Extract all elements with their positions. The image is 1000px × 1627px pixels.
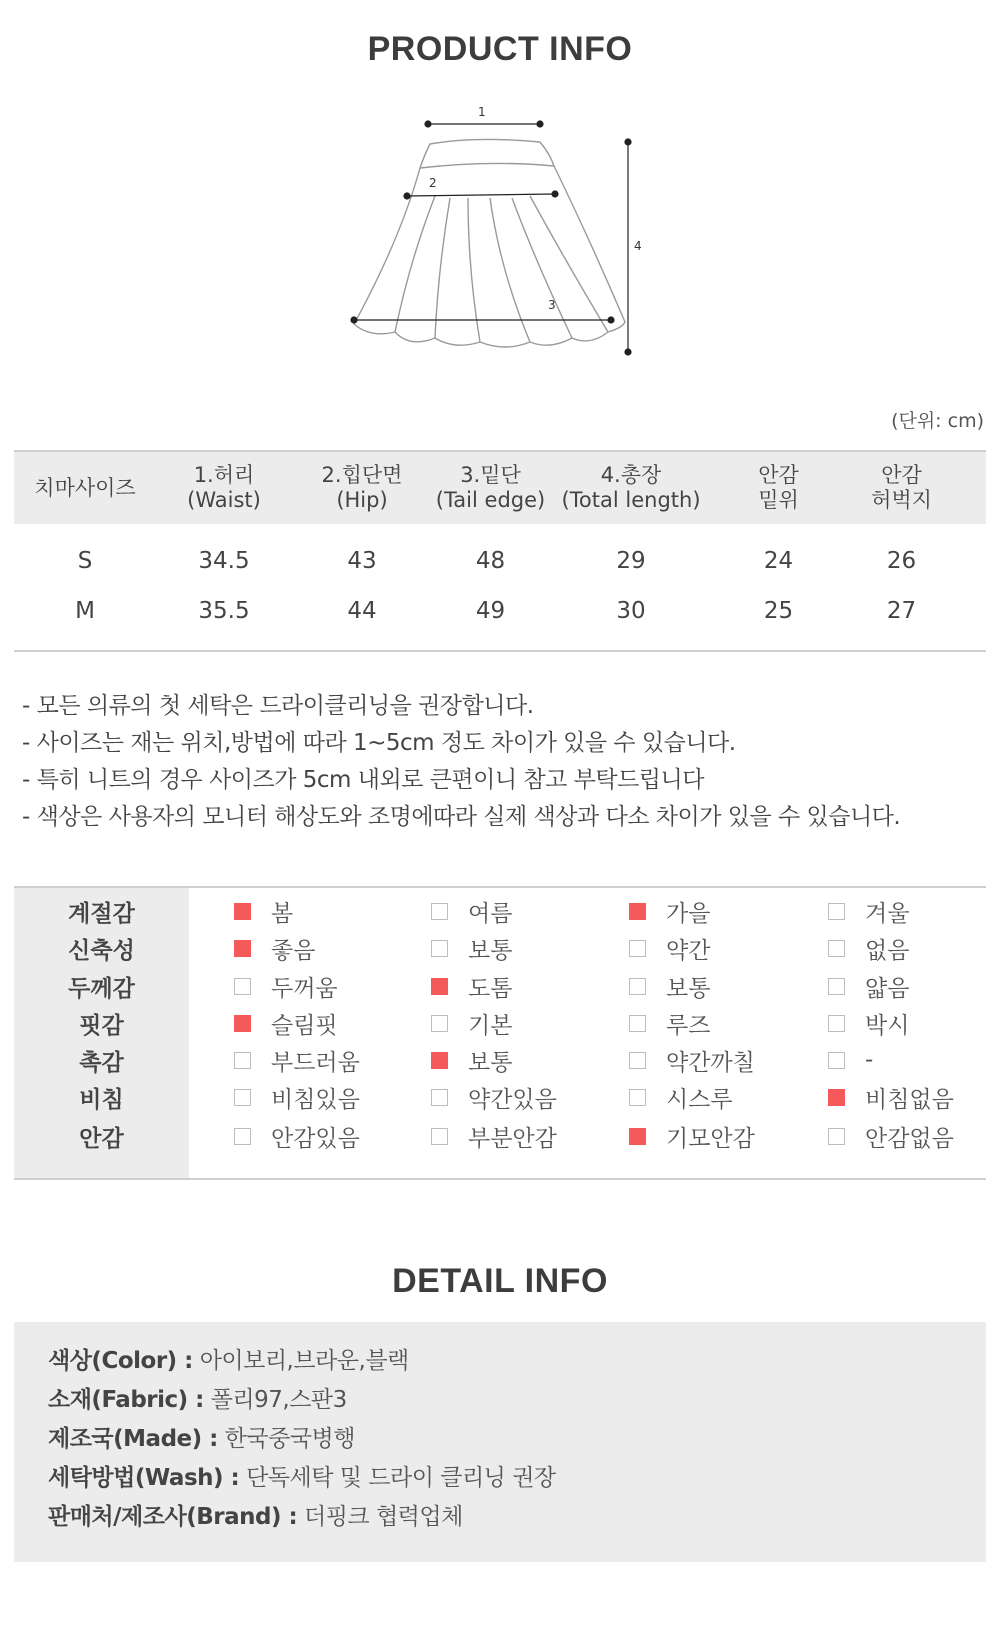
- unit-label: (단위: cm): [891, 410, 984, 432]
- checked-box-icon: [431, 1052, 448, 1069]
- feature-option-label: 겨울: [865, 900, 910, 927]
- skirt-measurement-diagram: [340, 100, 680, 380]
- feature-table: [14, 886, 986, 1180]
- feature-option: [431, 1117, 557, 1155]
- table-cell: 44: [347, 597, 377, 624]
- detail-value: 한국중국병행: [224, 1426, 355, 1452]
- feature-option: [431, 1004, 512, 1042]
- diagram-label-3: 3: [548, 298, 556, 312]
- feature-option: [431, 1078, 557, 1116]
- feature-label: 안감: [79, 1125, 124, 1152]
- feature-option-label: 부드러움: [271, 1049, 360, 1076]
- note-line: - 사이즈는 재는 위치,방법에 따라 1~5cm 정도 차이가 있을 수 있습니다.: [22, 730, 736, 756]
- header-cell: 안감 밑위: [758, 463, 799, 512]
- feature-option-label: 여름: [468, 900, 513, 927]
- checked-box-icon: [828, 1089, 845, 1106]
- size-table: [14, 450, 986, 652]
- unchecked-box-icon: [828, 903, 845, 920]
- unchecked-box-icon: [629, 1015, 646, 1032]
- feature-option-label: 얇음: [865, 975, 910, 1002]
- header-cell: 2.힙단면 (Hip): [321, 463, 403, 512]
- checked-box-icon: [629, 1128, 646, 1145]
- checked-box-icon: [431, 978, 448, 995]
- table-cell: 26: [886, 547, 917, 574]
- feature-row: [14, 1041, 986, 1079]
- table-cell: 34.5: [198, 547, 250, 574]
- unchecked-box-icon: [234, 1128, 251, 1145]
- detail-key: 색상(Color) :: [48, 1348, 193, 1374]
- feature-option-label: 약간있음: [468, 1086, 557, 1113]
- detail-line-fabric: [48, 1381, 986, 1420]
- feature-option: [828, 1117, 954, 1155]
- detail-line-wash: [48, 1459, 986, 1498]
- table-cell: 30: [616, 597, 646, 624]
- feature-option: [828, 1041, 873, 1079]
- feature-label: 핏감: [79, 1012, 124, 1039]
- feature-row: [14, 929, 986, 967]
- checked-box-icon: [234, 1015, 251, 1032]
- feature-option: [629, 1004, 710, 1042]
- feature-label: 계절감: [68, 900, 135, 927]
- detail-line-color: [48, 1342, 986, 1381]
- checked-box-icon: [234, 903, 251, 920]
- feature-option: [234, 967, 338, 1005]
- feature-label: 신축성: [68, 937, 135, 964]
- feature-option: [234, 1004, 338, 1042]
- feature-option: [234, 929, 315, 967]
- feature-option-label: 가을: [666, 900, 711, 927]
- unchecked-box-icon: [629, 940, 646, 957]
- table-cell: M: [75, 597, 95, 624]
- feature-option-label: 슬림핏: [271, 1012, 338, 1039]
- feature-option: [629, 892, 710, 930]
- table-cell: 43: [347, 547, 377, 574]
- diagram-label-1: 1: [478, 105, 486, 119]
- unchecked-box-icon: [629, 978, 646, 995]
- feature-option-label: 보통: [666, 975, 711, 1002]
- table-cell: 27: [886, 597, 917, 624]
- header-cell: 4.총장 (Total length): [561, 463, 701, 512]
- unchecked-box-icon: [828, 978, 845, 995]
- feature-option-label: 약간까칠: [666, 1049, 755, 1076]
- feature-option: [431, 892, 512, 930]
- feature-option-label: 없음: [865, 937, 910, 964]
- feature-option: [629, 929, 710, 967]
- feature-option-label: 안감있음: [271, 1125, 360, 1152]
- feature-option-label: 보통: [468, 937, 513, 964]
- detail-key: 제조국(Made) :: [48, 1426, 218, 1452]
- table-cell: 35.5: [198, 597, 250, 624]
- unchecked-box-icon: [629, 1089, 646, 1106]
- feature-option: [828, 929, 909, 967]
- detail-line-made: [48, 1420, 986, 1459]
- care-notes: [22, 688, 982, 836]
- note-line: - 특히 니트의 경우 사이즈가 5cm 내외로 큰편이니 참고 부탁드립니다: [22, 767, 704, 793]
- note-line: - 색상은 사용자의 모니터 해상도와 조명에따라 실제 색상과 다소 차이가 있을 수 있습니다.: [22, 804, 901, 830]
- feature-option: [828, 967, 909, 1005]
- feature-row: [14, 1004, 986, 1042]
- feature-option: [234, 1041, 360, 1079]
- header-cell: 치마사이즈: [34, 475, 136, 500]
- feature-option-label: 보통: [468, 1049, 513, 1076]
- feature-option-label: 좋음: [271, 937, 316, 964]
- diagram-label-4: 4: [634, 239, 642, 253]
- feature-option: [234, 892, 293, 930]
- feature-option: [234, 1078, 360, 1116]
- unchecked-box-icon: [234, 978, 251, 995]
- table-cell: 25: [763, 597, 794, 624]
- feature-option: [828, 892, 909, 930]
- feature-option-label: 루즈: [666, 1012, 711, 1039]
- detail-value: 아이보리,브라운,블랙: [199, 1348, 409, 1374]
- feature-option-label: 박시: [865, 1012, 910, 1039]
- unchecked-box-icon: [234, 1089, 251, 1106]
- feature-row: [14, 892, 986, 930]
- table-cell: 49: [475, 597, 506, 624]
- feature-option-label: 도톰: [468, 975, 513, 1002]
- feature-option-label: 봄: [271, 900, 294, 927]
- unchecked-box-icon: [629, 1052, 646, 1069]
- table-cell: 24: [763, 547, 794, 574]
- table-cell: 29: [616, 547, 646, 574]
- unchecked-box-icon: [828, 1015, 845, 1032]
- header-cell: 3.밑단 (Tail edge): [435, 463, 546, 512]
- feature-option: [234, 1117, 360, 1155]
- product-info-title: PRODUCT INFO: [367, 30, 633, 68]
- table-row: [14, 586, 986, 636]
- feature-option: [629, 1078, 733, 1116]
- feature-option: [431, 967, 512, 1005]
- feature-label: 비침: [79, 1086, 124, 1113]
- diagram-label-2: 2: [429, 176, 437, 190]
- feature-label: 두께감: [68, 975, 135, 1002]
- feature-option-label: 안감없음: [865, 1125, 954, 1152]
- feature-row: [14, 967, 986, 1005]
- feature-option: [629, 1117, 755, 1155]
- feature-label: 촉감: [79, 1049, 124, 1076]
- feature-option-label: 비침있음: [271, 1086, 360, 1113]
- table-row: [14, 536, 986, 586]
- feature-option: [431, 1041, 512, 1079]
- feature-option-label: -: [865, 1047, 874, 1073]
- feature-option-label: 약간: [666, 937, 711, 964]
- note-line: - 모든 의류의 첫 세탁은 드라이클리닝을 권장합니다.: [22, 693, 534, 719]
- unchecked-box-icon: [828, 1052, 845, 1069]
- feature-option-label: 비침없음: [865, 1086, 954, 1113]
- unchecked-box-icon: [828, 940, 845, 957]
- detail-key: 세탁방법(Wash) :: [48, 1465, 240, 1491]
- feature-option-label: 기본: [468, 1012, 513, 1039]
- unchecked-box-icon: [431, 1089, 448, 1106]
- detail-value: 폴리97,스판3: [210, 1387, 347, 1413]
- header-cell: 1.허리 (Waist): [187, 463, 261, 512]
- feature-option: [828, 1078, 954, 1116]
- feature-option-label: 부분안감: [468, 1125, 557, 1152]
- table-cell: 48: [475, 547, 506, 574]
- feature-option-label: 두꺼움: [271, 975, 338, 1002]
- detail-info-box: [14, 1322, 986, 1562]
- checked-box-icon: [629, 903, 646, 920]
- checked-box-icon: [234, 940, 251, 957]
- feature-option-label: 기모안감: [666, 1125, 755, 1152]
- size-table-header: [14, 452, 986, 524]
- detail-value: 단독세탁 및 드라이 클리닝 권장: [246, 1465, 556, 1491]
- detail-value: 더핑크 협력업체: [303, 1504, 463, 1530]
- unchecked-box-icon: [431, 1128, 448, 1145]
- table-cell: S: [77, 547, 93, 574]
- feature-row: [14, 1078, 986, 1116]
- feature-row: [14, 1117, 986, 1155]
- detail-key: 소재(Fabric) :: [48, 1387, 204, 1413]
- header-cell: 안감 허벅지: [871, 463, 932, 512]
- feature-option-label: 시스루: [666, 1086, 733, 1113]
- feature-option: [828, 1004, 909, 1042]
- feature-option: [629, 1041, 755, 1079]
- detail-line-brand: [48, 1498, 986, 1537]
- feature-option: [629, 967, 710, 1005]
- detail-key: 판매처/제조사(Brand) :: [48, 1504, 298, 1530]
- feature-option: [431, 929, 512, 967]
- unchecked-box-icon: [234, 1052, 251, 1069]
- unchecked-box-icon: [431, 940, 448, 957]
- unchecked-box-icon: [431, 1015, 448, 1032]
- detail-info-title: DETAIL INFO: [392, 1262, 608, 1300]
- unchecked-box-icon: [431, 903, 448, 920]
- unchecked-box-icon: [828, 1128, 845, 1145]
